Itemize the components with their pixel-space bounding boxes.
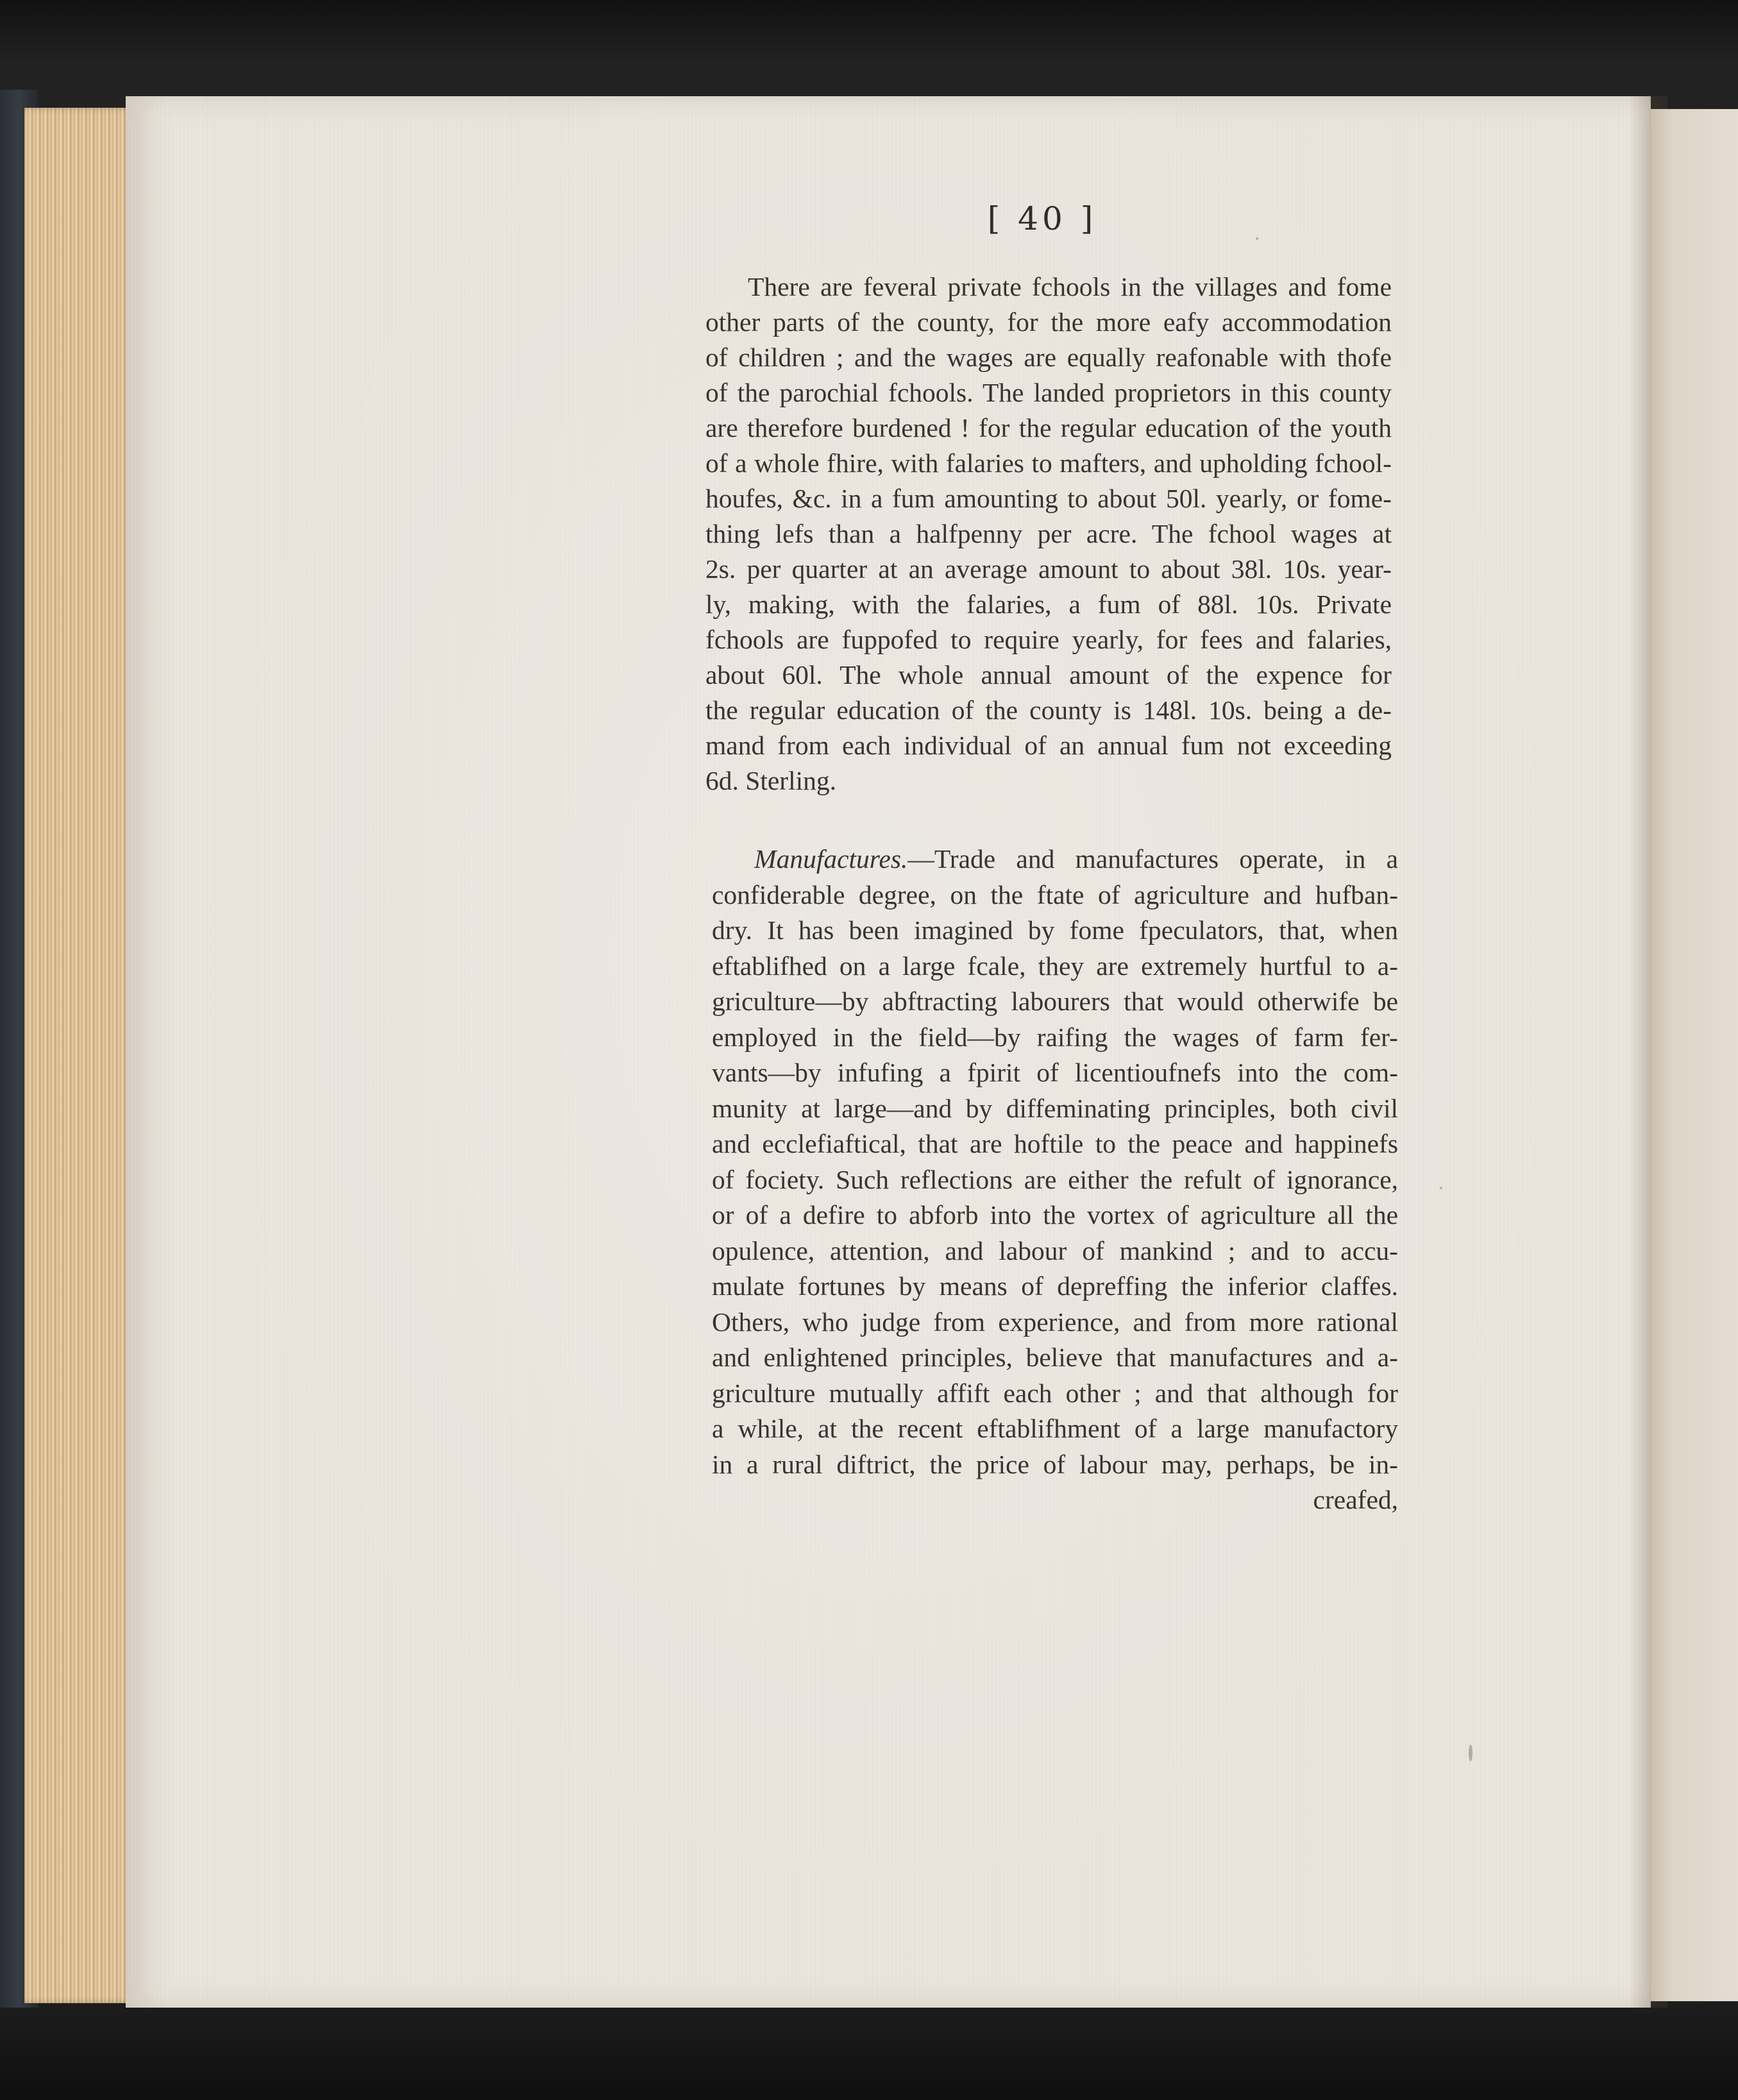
text-line: Others, who judge from experience, and from more rational (712, 1307, 1398, 1337)
text-line: houfes, &c. in a fum amounting to about 50l. yearly, or fome- (705, 484, 1392, 513)
paper-speck (1440, 1187, 1442, 1189)
text-line: other parts of the county, for the more eafy accommodation (705, 307, 1392, 337)
page-block-edge (24, 108, 133, 2003)
text-line: munity at large—and by diffeminating principles, both civil (712, 1093, 1398, 1123)
text-line: vants—by infufing a fpirit of licentioufnefs into the com- (712, 1058, 1398, 1087)
text-line: or of a defire to abforb into the vortex of agriculture all the (712, 1200, 1398, 1230)
text-line: in a rural diftrict, the price of labour may, perhaps, be in- (712, 1449, 1398, 1479)
text-line: mand from each individual of an annual fum not exceeding (705, 731, 1392, 760)
text-line: and ecclefiaftical, that are hoftile to the peace and happinefs (712, 1129, 1398, 1158)
paper-speck (1469, 1745, 1472, 1761)
paragraph-schools (705, 269, 1392, 799)
text-line: mulate fortunes by means of depreffing the inferior claffes. (712, 1271, 1398, 1301)
paragraph-manufactures (712, 842, 1398, 1518)
text-line: of a whole fhire, with falaries to mafters, and upholding fchool- (705, 448, 1392, 478)
text-line: thing lefs than a halfpenny per acre. The fchool wages at (705, 519, 1392, 548)
text-line: a while, at the recent eftablifhment of a large manufactory (712, 1414, 1398, 1443)
text-line: about 60l. The whole annual amount of the expence for (705, 660, 1392, 690)
text-line (712, 842, 1398, 877)
text-line: the regular education of the county is 148l. 10s. being a de- (705, 695, 1392, 725)
text-line: ly, making, with the falaries, a fum of 88l. 10s. Private (705, 589, 1392, 619)
text-line: griculture mutually affift each other ; and that although for (712, 1378, 1398, 1408)
catchword: creafed, (1313, 1485, 1398, 1514)
text-line: dry. It has been imagined by fome fpeculators, that, when (712, 915, 1398, 945)
text-line: employed in the field—by raifing the wages of farm fer- (712, 1022, 1398, 1052)
facing-page (1651, 109, 1738, 2001)
text-line: griculture—by abftracting labourers that would otherwife be (712, 986, 1398, 1016)
text-line: eftablifhed on a large fcale, they are extremely hurtful to a- (712, 951, 1398, 981)
paper-speck (1256, 237, 1258, 240)
text-line: opulence, attention, and labour of mankind ; and to accu- (712, 1235, 1398, 1266)
text-line-rest: —Trade and manufactures operate, in a (907, 844, 1398, 874)
text-line: and enlightened principles, believe that manufactures and a- (712, 1342, 1398, 1372)
text-line: of fociety. Such reflections are either the refult of ignorance, (712, 1164, 1398, 1194)
text-line: 6d. Sterling. (705, 766, 837, 795)
text-line: 2s. per quarter at an average amount to about 38l. 10s. year- (705, 554, 1392, 584)
section-heading: Manufactures. (754, 844, 908, 874)
text-line: are therefore burdened ! for the regular education of the youth (705, 413, 1392, 443)
text-line: confiderable degree, on the ftate of agriculture and hufban- (712, 879, 1398, 910)
text-line: of the parochial fchools. The landed proprietors in this county (705, 378, 1392, 407)
text-line: There are feveral private fchools in the villages and fome (748, 272, 1392, 301)
text-line: fchools are fuppofed to require yearly, for fees and falaries, (705, 625, 1392, 654)
page-number: [ 40 ] (987, 200, 1097, 237)
text-line: of children ; and the wages are equally reafonable with thofe (705, 343, 1392, 372)
